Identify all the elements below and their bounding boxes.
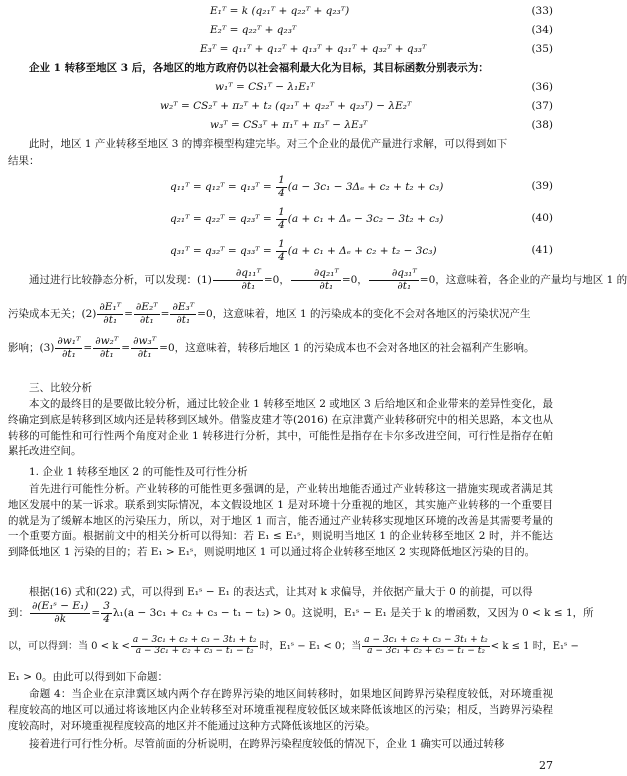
equation-formula: E₂ᵀ = q₂₂ᵀ + q₂₃ᵀ (210, 24, 297, 36)
equation-formula: w₁ᵀ = CS₁ᵀ − λ₁E₁ᵀ (215, 81, 315, 93)
equation-number: (34) (531, 24, 553, 36)
statics-line-2: 污染成本无关；(2) $\frac{\text{∂E₁ᵀ}}{\text{∂t₁}}$ = $\frac{\text{∂E₂ᵀ}}{\text{∂t₁}}$ = $\frac{\text{∂E₃ᵀ}}{\text{∂t₁}}$ =0，这意味着，地区 1 的污染成本的变化不会对各地区的污染状况产生 (8, 301, 531, 326)
equation-34 (0, 23, 563, 40)
equation-36 (0, 80, 563, 97)
equation-35 (0, 42, 563, 59)
condition-conclusion: E₁ > 0。由此可以得到如下命题： (8, 671, 169, 683)
equation-39 (0, 171, 563, 201)
equation-number: (33) (531, 5, 553, 17)
equation-formula: q₁₁ᵀ = q₁₂ᵀ = q₁₃ᵀ = $\frac{1}{4}$ (a − 3c₁ − 3Δₑ + c₂ + t₂ + c₃) (170, 174, 444, 199)
equation-formula: w₂ᵀ = CS₂ᵀ + π₂ᵀ + t₂ (q₂₁ᵀ + q₂₂ᵀ + q₂₃ᵀ) − λE₂ᵀ (160, 100, 412, 112)
equation-40 (0, 203, 563, 233)
condition-line: 以，可以得到：当 0 < k < $\frac{\text{a − 3c₁ + c₂ + c₃ − 3t₁ + t₂}}{\text{a − 3c₁ + c₂ + c₃ − t₁ − t₂}}$ 时，E₁ˢ − E₁ < 0；当 $\frac{\text{a − 3c₁ + c₂ + c₃ − 3t₁ + t₂}}{\text{a − 3c₁ + c₂ + c₃ − t₁ − t₂}}$ < k ≤ 1 时，E₁ˢ − (8, 635, 579, 656)
equation-41 (0, 235, 563, 265)
statics-line-1: 通过进行比较静态分析，可以发现：(1) $\frac{\text{∂q₁₁ᵀ}}{\text{∂t₁}}$ =0， $\frac{\text{∂q₂₁ᵀ}}{\text{∂t₁}}$ =0， $\frac{\text{∂q₃₁ᵀ}}{\text{∂t₁}}$ =0，这意味着，各企业的产量均与地区 1 的 (29, 267, 627, 292)
equation-number: (41) (531, 244, 553, 256)
paragraph-feasibility: 接着进行可行性分析。尽管前面的分析说明，在跨界污染程度较低的情况下，企业 1 确实可以通过转移 (29, 738, 505, 750)
equation-38 (0, 118, 563, 135)
derivative-line: 到： $\frac{\text{∂(E₁ˢ − E₁)}}{\partial k}$ = $\frac{3}{4}$ λ₁(a − 3c₁ + c₂ + c₃ − t₁ − t₂) > 0。这说明，E₁ˢ − E₁ 是关于 k 的增函数，又因为 0 < k ≤ 1，所 (8, 600, 594, 625)
equation-number: (39) (531, 180, 553, 192)
paragraph-possibility: 首先进行可能性分析。产业转移的可能性更多强调的是，产业转出地能否通过产业转移这一措施实现或者满足其地区发展中的某一诉求。联系到实际情况，本文假设地区 1 是对环境十分重视的地区，其实施产业转移的一个重要目的就是为了缓解本地区的污染压力，所以，对于地区 1 而言，能否通过产业转移实现地区环境的改善是其需要考量的一个重要方面。根据前文中的相关分析可以得知：若 E₁ ≤ E₁ˢ，则说明当地区 1 的企业转移至地区 2 时，并不能达到降低地区 1 污染的目的；若 E₁ > E₁ˢ，则说明地区 1 可以通过将企业转移至地区 2 实现降低地区污染的目的。 (8, 483, 553, 558)
equation-number: (37) (531, 100, 553, 112)
equation-formula: E₃ᵀ = q₁₁ᵀ + q₁₂ᵀ + q₁₃ᵀ + q₃₁ᵀ + q₃₂ᵀ + q₃₃ᵀ (200, 43, 427, 55)
paragraph-solve-cont: 结果： (8, 155, 40, 167)
equation-number: (38) (531, 119, 553, 131)
statics-line-3: 影响；(3) $\frac{\text{∂w₁ᵀ}}{\text{∂t₁}}$ = $\frac{\text{∂w₂ᵀ}}{\text{∂t₁}}$ = $\frac{\text{∂w₃ᵀ}}{\text{∂t₁}}$ =0，这意味着，转移后地区 1 的污染成本也不会对各地区的社会福利产生影响。 (8, 335, 535, 360)
equation-number: (35) (531, 43, 553, 55)
equation-formula: w₃ᵀ = CS₃ᵀ + π₁ᵀ + π₃ᵀ − λE₃ᵀ (210, 119, 368, 131)
paragraph-objective: 企业 1 转移至地区 3 后，各地区的地方政府仍以社会福利最大化为目标，其目标函数分别表示为： (29, 62, 489, 74)
paragraph-compare: 本文的最终目的是要做比较分析，通过比较企业 1 转移至地区 2 或地区 3 后给地区和企业带来的差异性变化，最终确定到底是转移到区域内还是转移到区域外。借鉴皮建才等(2016) 在京津冀产业转移研究中的相关思路，本文也从转移的可能性和可行性两个角度对企业 1 转移进行分析，其中，可能性是指存在卡尔多改进空间，可行性是指存在帕累托改进空间。 (8, 398, 553, 458)
equation-33 (0, 4, 563, 21)
equation-number: (40) (531, 212, 553, 224)
page-number: 27 (539, 759, 553, 772)
paragraph-solve: 此时，地区 1 产业转移至地区 3 的博弈模型构建完毕。对三个企业的最优产量进行求解，可以得到如下 (29, 138, 508, 150)
paragraph-derivative: 根据(16) 式和(22) 式，可以得到 E₁ˢ − E₁ 的表达式，让其对 k 求偏导，并依据产量大于 0 的前提，可以得 (29, 586, 533, 598)
subsection-heading: 1. 企业 1 转移至地区 2 的可能性及可行性分析 (29, 466, 248, 478)
equation-formula: q₃₁ᵀ = q₃₂ᵀ = q₃₃ᵀ = $\frac{1}{4}$ (a + c₁ + Δₑ + c₂ + t₂ − 3c₃) (170, 238, 437, 263)
proposition-4: 命题 4：当企业在京津冀区域内两个存在跨界污染的地区间转移时，如果地区间跨界污染程度较低，对环境重视程度较高的地区可以通过将该地区内企业转移至对环境重视程度较低区域来降低该地区的污染；相反，当跨界污染程度较高时，对环境重视程度较高的地区并不能通过这种方式降低该地区的污染。 (8, 688, 553, 732)
equation-37 (0, 99, 563, 116)
section-heading: 三、比较分析 (29, 382, 92, 394)
equation-formula: q₂₁ᵀ = q₂₂ᵀ = q₂₃ᵀ = $\frac{1}{4}$ (a + c₁ + Δₑ − 3c₂ − 3t₂ + c₃) (170, 206, 444, 231)
equation-number: (36) (531, 81, 553, 93)
equation-formula: E₁ᵀ = k (q₂₁ᵀ + q₂₂ᵀ + q₂₃ᵀ) (210, 5, 350, 17)
